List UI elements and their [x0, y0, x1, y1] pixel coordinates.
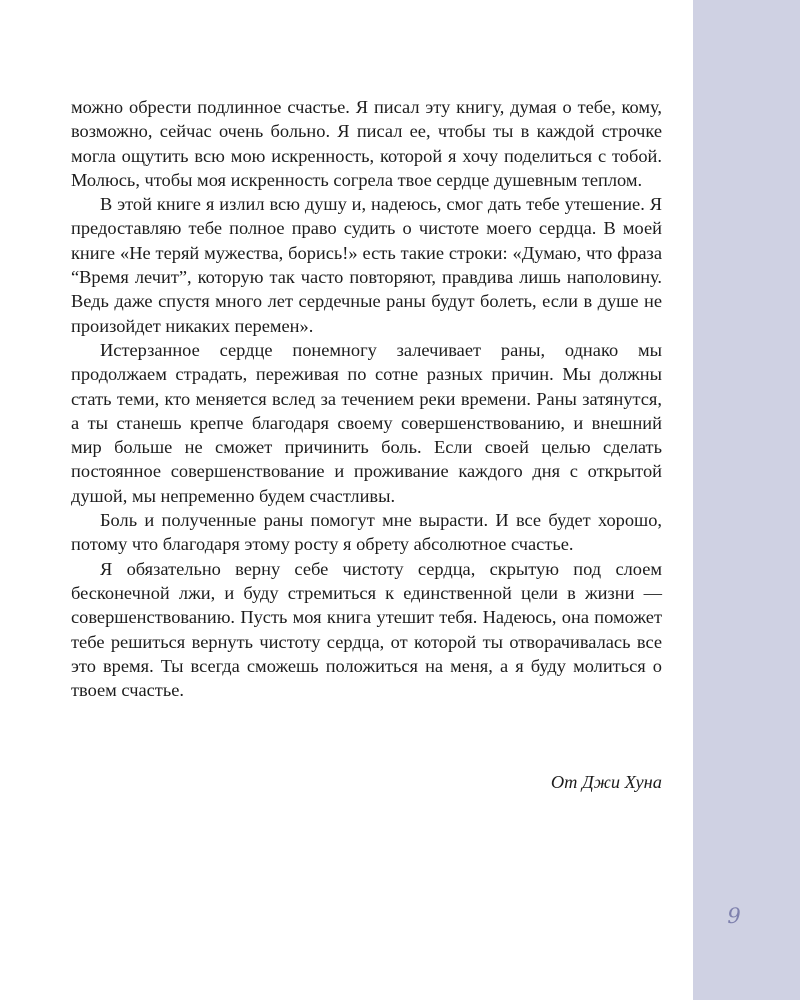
paragraph-5: Я обязательно верну себе чистоту сердца, скрытую под слоем бесконечной лжи, и буду стремиться к единственной цели в жизни — совершенствованию. Пусть моя книга утешит тебя. Надеюсь, она поможет тебе решиться вернуть чистоту сердца, от которой ты отворачивалась все это время. Ты всегда сможешь положиться на меня, а я буду молиться о твоем счастье.	[71, 558, 662, 701]
paragraph-3: Истерзанное сердце понемногу залечивает раны, однако мы продолжаем страдать, переживая по сотне разных причин. Мы должны стать теми, кто меняется вслед за течением реки времени. Раны затянутся, а ты станешь крепче благодаря своему совершенствованию, и внешний мир больше не сможет причинить боль. Если своей целью сделать постоянное совершенствование и проживание каждого дня с открытой душой, мы непременно будем счастливы.	[71, 339, 662, 506]
page-margin-band	[693, 0, 800, 1000]
paragraph-2: В этой книге я излил всю душу и, надеюсь, смог дать тебе утешение. Я предоставляю тебе полное право судить о чистоте моего сердца. В моей книге «Не теряй мужества, борись!» есть такие строки: «Думаю, что фраза “Время лечит”, которую так часто повторяют, правдива лишь наполовину. Ведь даже спустя много лет сердечные раны будут болеть, если в душе не произойдет никаких перемен».	[71, 194, 662, 336]
author-signature: От Джи Хуна	[550, 772, 662, 792]
paragraph-1: можно обрести подлинное счастье. Я писал эту книгу, думая о тебе, кому, возможно, сейчас очень больно. Я писал ее, чтобы ты в каждой строчке могла ощутить всю мою искренность, которой я хочу поделиться с тобой. Молюсь, чтобы моя искренность согрела твое сердце душевным теплом.	[71, 97, 662, 190]
body-text	[71, 95, 662, 702]
paragraph-4: Боль и полученные раны помогут мне вырасти. И все будет хорошо, потому что благодаря этому росту я обрету абсолютное счастье.	[71, 510, 662, 555]
page-number: 9	[727, 904, 741, 928]
